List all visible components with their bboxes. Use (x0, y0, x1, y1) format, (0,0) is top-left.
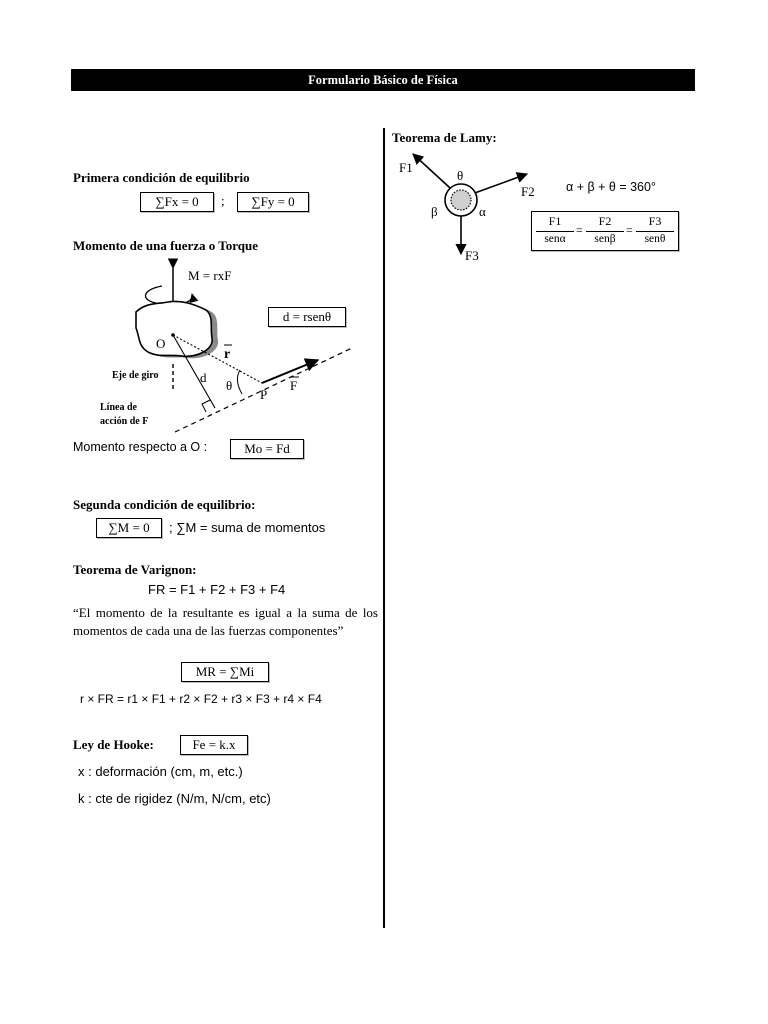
momento-respecto-label: Momento respecto a O : (73, 440, 208, 454)
formula-text: ∑M = 0 (108, 520, 150, 535)
varignon-sum: FR = F1 + F2 + F3 + F4 (148, 582, 286, 597)
label-r: r (224, 347, 231, 362)
formula-text: Mo = Fd (244, 441, 290, 456)
label-F3: F3 (465, 248, 479, 263)
ratio-num-2: F2 (598, 214, 612, 228)
formula-text: ∑Fx = 0 (155, 194, 199, 209)
heading-varignon: Teorema de Varignon: (73, 562, 197, 577)
label-d: d (200, 370, 207, 385)
lamy-angle-sum: α + β + θ = 360° (566, 180, 656, 194)
heading-ley-hooke: Ley de Hooke: (73, 737, 154, 752)
formula-sum-fx (140, 192, 214, 212)
label-beta: β (431, 204, 438, 219)
label-O: O (156, 336, 166, 351)
heading-momento-torque: Momento de una fuerza o Torque (73, 238, 259, 253)
formula-text: d = rsenθ (282, 309, 332, 324)
label-eje-giro: Eje de giro (112, 370, 159, 381)
torque-diagram (70, 256, 370, 446)
label-theta: θ (226, 378, 233, 393)
ratio-den-2: senβ (594, 233, 616, 245)
label-theta: θ (457, 168, 464, 183)
torque-formula: M = rxF (188, 268, 232, 283)
hooke-k-definition: k : cte de rigidez (N/m, N/cm, etc) (78, 791, 271, 806)
formula-text: MR = ∑Mi (195, 664, 255, 679)
ratio-den-1: senα (544, 233, 566, 245)
lamy-ratio-box (531, 211, 679, 251)
lamy-diagram (395, 150, 545, 265)
label-P: P (260, 387, 268, 402)
formula-sum-m (96, 518, 162, 538)
formula-mr (181, 662, 269, 682)
formula-text: ∑Fy = 0 (251, 194, 295, 209)
formula-hooke (180, 735, 248, 755)
heading-segunda-condicion: Segunda condición de equilibrio: (73, 497, 256, 512)
equals-2: = (626, 223, 633, 237)
heading-lamy: Teorema de Lamy: (392, 130, 497, 145)
varignon-quote: “El momento de la resultante es igual a la suma de los momentos de cada una de las fuerzas componentes” (73, 605, 378, 638)
label-linea-1: Línea de (100, 402, 137, 413)
lamy-particle (451, 190, 471, 210)
column-divider (383, 128, 385, 928)
suma-momentos-text: ; ∑M = suma de momentos (169, 520, 326, 535)
heading-primera-condicion: Primera condición de equilibrio (73, 170, 250, 185)
rigid-body (136, 301, 212, 356)
label-F1: F1 (399, 160, 413, 175)
ratio-num-1: F1 (548, 214, 562, 228)
formula-sum-fy (237, 192, 309, 212)
varignon-cross-product: r × FR = r1 × F1 + r2 × F2 + r3 × F3 + r4 × F4 (80, 692, 322, 706)
label-alpha: α (479, 204, 486, 219)
formula-text: Fe = k.x (192, 737, 236, 752)
ratio-den-3: senθ (644, 233, 666, 245)
formula-d (268, 307, 346, 327)
ratio-num-3: F3 (648, 214, 662, 228)
equals-1: = (576, 223, 583, 237)
separator: ; (221, 193, 225, 208)
label-F2: F2 (521, 184, 535, 199)
label-linea-2: acción de F (100, 416, 149, 427)
hooke-x-definition: x : deformación (cm, m, etc.) (78, 764, 243, 779)
page-title: Formulario Básico de Física (71, 69, 695, 91)
formula-mo (230, 439, 304, 459)
label-F: F (290, 378, 298, 393)
